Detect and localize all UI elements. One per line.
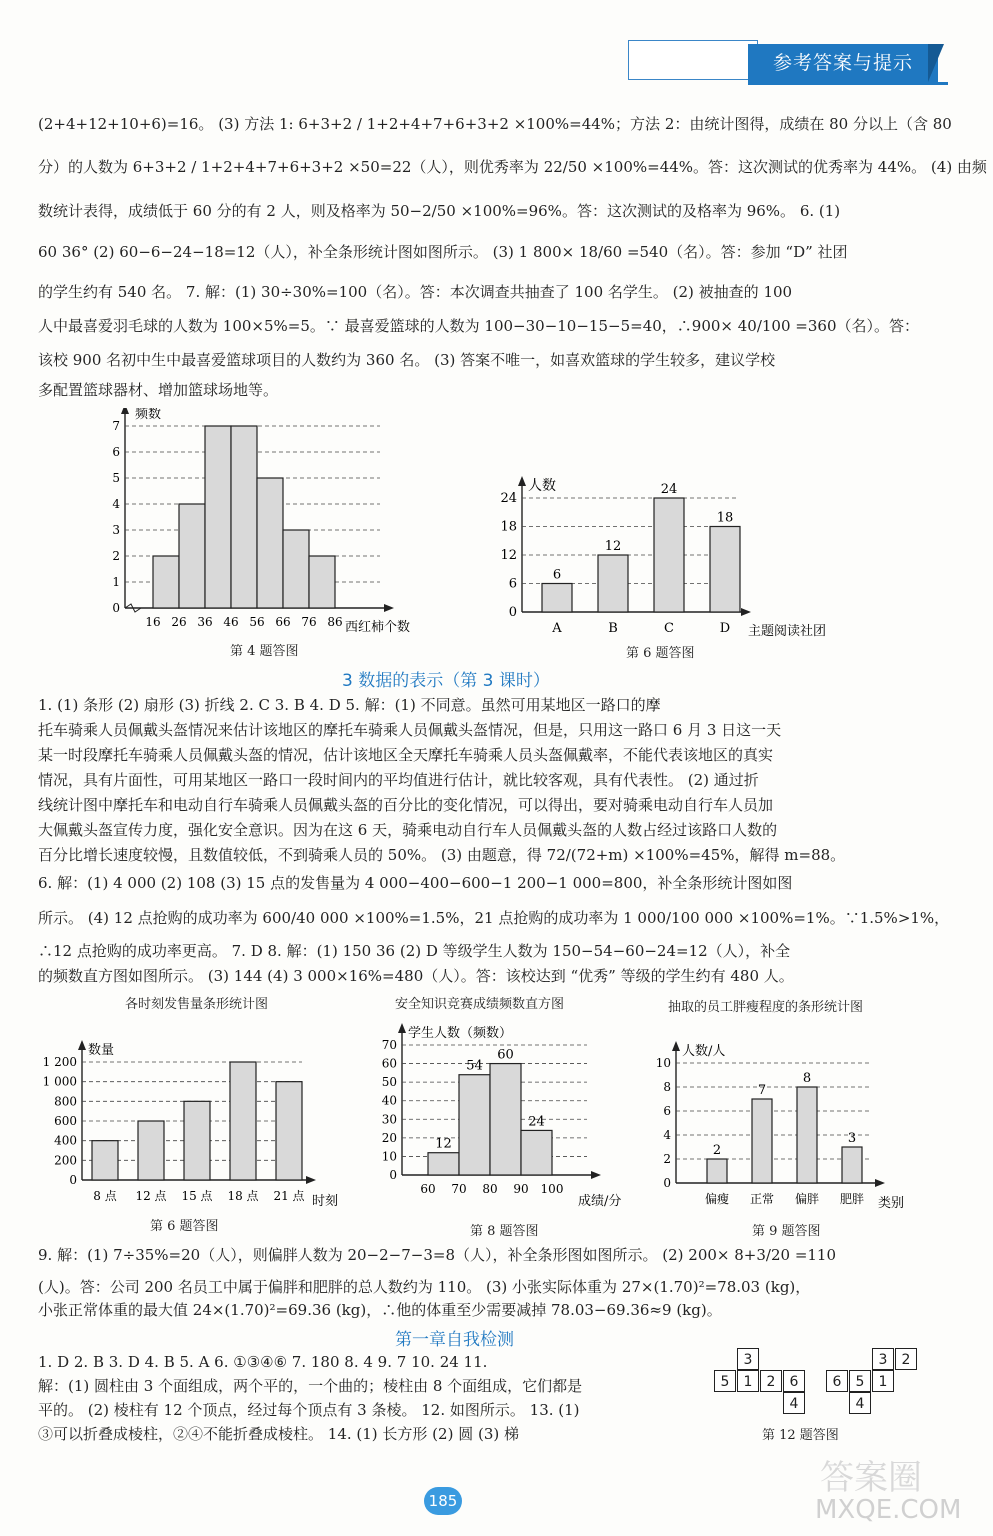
q9-weight-bar-chart (640, 1025, 930, 1220)
text-line: 6. 解：(1) 4 000 (2) 108 (3) 15 点的发售量为 4 000−400−600−1 200−1 000=800，补全条形统计图如图 (38, 874, 793, 892)
y-tick-label: 2 (663, 1152, 671, 1166)
x-tick-label: 90 (513, 1182, 529, 1196)
header-fold (928, 44, 944, 82)
y-axis-arrow (121, 408, 129, 414)
bar (309, 556, 335, 608)
y-tick-label: 10 (381, 1149, 397, 1164)
net-cell: 3 (737, 1348, 759, 1370)
q8-caption: 第 8 题答图 (470, 1224, 539, 1239)
watermark-url: MXQE.COM (815, 1495, 962, 1525)
page-number: 185 (424, 1487, 462, 1515)
net-cell: 2 (895, 1348, 917, 1370)
y-axis-arrow (518, 476, 526, 486)
net-cell: 1 (872, 1370, 894, 1392)
x-tick-label: 15 点 (181, 1189, 213, 1203)
net-cell: 4 (849, 1392, 871, 1414)
bar (654, 498, 684, 612)
x-tick-label: 12 点 (135, 1189, 167, 1203)
y-tick-label: 18 (500, 519, 517, 535)
y-tick-label: 50 (381, 1075, 397, 1090)
y-tick-label: 8 (663, 1080, 671, 1094)
x-tick-label: 21 点 (273, 1189, 305, 1203)
bar (276, 1082, 302, 1180)
q6-sales-caption: 第 6 题答图 (150, 1219, 219, 1234)
text-line: 9. 解：(1) 7÷35%=20（人），则偏胖人数为 20−2−7−3=8（人），补全条形图如图所示。 (2) 200× 8+3/20 =110 (38, 1246, 837, 1264)
text-line: 分）的人数为 6+3+2 / 1+2+4+7+6+3+2 ×50=22（人），则优秀率为 22/50 ×100%=44%。答：这次测试的优秀率为 44%。 (4) 由频 (38, 158, 987, 176)
y-tick-label: 6 (112, 445, 120, 459)
y-tick-label: 12 (500, 548, 517, 563)
q8-score-histogram (370, 1015, 645, 1210)
y-tick-label: 40 (381, 1093, 397, 1108)
q6-caption: 第 6 题答图 (626, 646, 695, 661)
y-tick-label: 0 (389, 1168, 397, 1182)
y-axis-title: 人数 (528, 478, 556, 494)
x-tick-label: D (719, 621, 731, 636)
text-line: 的频数直方图如图所示。 (3) 144 (4) 3 000×16%=480（人）。答：该校达到 “优秀” 等级的学生约有 480 人。 (38, 967, 794, 985)
y-tick-label: 4 (663, 1128, 671, 1142)
y-tick-label: 800 (54, 1094, 77, 1109)
data-label: 18 (716, 510, 734, 526)
data-label: 12 (435, 1136, 452, 1152)
bar (230, 1062, 256, 1180)
x-axis-title: 西红柿个数 (345, 620, 411, 635)
header-underline (748, 82, 948, 85)
y-axis-title: 人数/人 (682, 1044, 726, 1059)
data-label: 2 (712, 1143, 722, 1158)
x-tick-label: 16 (145, 615, 161, 629)
q8-hist-title: 安全知识竞赛成绩频数直方图 (395, 997, 565, 1012)
watermark-logo: 答案圈 (820, 1458, 922, 1498)
text-line: 托车骑乘人员佩戴头盔情况来估计该地区的摩托车骑乘人员佩戴头盔情况，但是，只用这一路口 6 月 3 日这一天 (38, 721, 782, 739)
text-line: 的学生约有 540 名。 7. 解：(1) 30÷30%=100（名）。答：本次调查共抽查了 100 名学生。 (2) 被抽查的 100 (38, 283, 793, 301)
net-cell: 5 (714, 1370, 736, 1392)
text-line: 数统计表得，成绩低于 60 分的有 2 人，则及格率为 50−2/50 ×100%=96%。答：这次测试的及格率为 96%。 6. (1) (38, 202, 841, 220)
q6-sales-title: 各时刻发售量条形统计图 (125, 997, 269, 1012)
y-axis-title: 频数 (135, 408, 162, 422)
x-tick-label: 76 (301, 615, 317, 629)
bar (752, 1099, 772, 1183)
bar (428, 1153, 459, 1175)
net-cell: 4 (783, 1392, 805, 1414)
text-line: 平的。 (2) 棱柱有 12 个顶点，经过每个顶点有 3 条棱。 12. 如图所示。 13. (1) (38, 1401, 580, 1419)
text-line: 解：(1) 圆柱由 3 个面组成，两个平的，一个曲的；棱柱由 8 个面组成，它们都是 (38, 1377, 583, 1395)
text-line: 百分比增长速度较慢，且数值较低，不到骑乘人员的 50%。 (3) 由题意，得 72/(72+m) ×100%=45%，解得 m=88。 (38, 846, 846, 864)
x-axis-arrow (741, 608, 751, 616)
x-tick-label: 66 (275, 615, 291, 629)
text-line: (人)。答：公司 200 名员工中属于偏胖和肥胖的总人数约为 110。 (3) 小张实际体重为 27×(1.70)²=78.03 (kg)， (38, 1278, 811, 1296)
x-axis-title: 成绩/分 (578, 1194, 622, 1209)
bar (153, 556, 179, 608)
data-label: 24 (528, 1114, 545, 1130)
q6-sales-bar-chart (30, 1015, 360, 1210)
x-tick-label: 26 (171, 615, 187, 629)
y-tick-label: 7 (112, 419, 120, 433)
bar (231, 426, 257, 608)
y-axis-title: 数量 (88, 1043, 115, 1058)
y-axis-arrow (78, 1040, 86, 1050)
text-line: 1. (1) 条形 (2) 扇形 (3) 折线 2. C 3. B 4. D 5. 解：(1) 不同意。虽然可用某地区一路口的摩 (38, 696, 661, 714)
x-tick-label: 56 (249, 615, 265, 629)
text-line: 情况，具有片面性，可用某地区一路口一段时间内的平均值进行估计，就比较客观，具有代表性。 (2) 通过折 (38, 771, 759, 789)
y-tick-label: 600 (54, 1114, 77, 1128)
x-axis-arrow (591, 1171, 601, 1179)
data-label: 24 (660, 482, 678, 497)
x-tick-label: C (664, 621, 674, 636)
text-line: 人中最喜爱羽毛球的人数为 100×5%=5。∵ 最喜爱篮球的人数为 100−30−10−15−5=40，∴900× 40/100 =360（名）。答： (38, 317, 919, 335)
x-tick-label: 36 (197, 615, 213, 629)
bar (179, 504, 205, 608)
x-tick-label: 70 (451, 1182, 467, 1196)
text-line: 该校 900 名初中生中最喜爱篮球项目的人数约为 360 名。 (3) 答案不唯一，如喜欢篮球的学生较多，建议学校 (38, 351, 776, 369)
x-tick-label: 8 点 (93, 1189, 117, 1203)
y-tick-label: 30 (381, 1112, 397, 1127)
y-axis-arrow (398, 1023, 406, 1033)
net-cell: 3 (872, 1348, 894, 1370)
y-tick-label: 4 (112, 497, 120, 511)
bar (92, 1141, 118, 1180)
x-tick-label: 86 (327, 615, 343, 629)
bar (138, 1121, 164, 1180)
text-line: ③可以折叠成棱柱，②④不能折叠成棱柱。 14. (1) 长方形 (2) 圆 (3) 梯 (38, 1425, 519, 1443)
net-cell: 2 (760, 1370, 782, 1392)
y-axis-title: 学生人数（频数） (408, 1026, 513, 1041)
x-tick-label: 偏胖 (794, 1192, 820, 1206)
y-tick-label: 0 (508, 605, 517, 620)
y-axis-arrow (672, 1041, 680, 1051)
y-tick-label: 24 (500, 491, 517, 506)
bar (283, 530, 309, 608)
bar (797, 1087, 817, 1183)
y-tick-label: 10 (655, 1056, 671, 1070)
q9-caption: 第 9 题答图 (752, 1224, 821, 1239)
net-cell: 1 (737, 1370, 759, 1392)
bar (542, 584, 572, 613)
y-tick-label: 60 (381, 1056, 397, 1071)
y-tick-label: 1 (112, 575, 120, 589)
bar (490, 1064, 521, 1175)
data-label: 60 (497, 1047, 514, 1063)
chapter-title: 第一章自我检测 (395, 1330, 514, 1350)
y-tick-label: 6 (663, 1104, 671, 1118)
bar (521, 1130, 552, 1175)
q9-bar-title: 抽取的员工胖瘦程度的条形统计图 (668, 1000, 864, 1015)
text-line: (2+4+12+10+6)=16。 (3) 方法 1: 6+3+2 / 1+2+4+7+6+3+2 ×100%=44%；方法 2：由统计图得，成绩在 80 分以上（含 80 (38, 115, 952, 133)
q4-caption: 第 4 题答图 (230, 644, 299, 659)
y-tick-label: 200 (54, 1153, 77, 1168)
data-label: 12 (604, 539, 622, 554)
text-line: 1. D 2. B 3. D 4. B 5. A 6. ①③④⑥ 7. 180 8. 4 9. 7 10. 24 11. (38, 1353, 488, 1371)
text-line: 多配置篮球器材、增加篮球场地等。 (38, 381, 279, 399)
data-label: 7 (757, 1083, 767, 1098)
q4-histogram (105, 408, 445, 638)
data-label: 8 (802, 1071, 812, 1086)
y-tick-label: 1 200 (42, 1055, 77, 1069)
y-tick-label: 0 (112, 601, 120, 615)
bar (257, 478, 283, 608)
y-tick-label: 70 (381, 1038, 397, 1052)
y-tick-label: 0 (663, 1176, 671, 1190)
y-tick-label: 20 (381, 1130, 397, 1145)
y-tick-label: 6 (508, 576, 517, 592)
x-axis-title: 类别 (878, 1196, 905, 1211)
bar (184, 1101, 210, 1180)
x-tick-label: B (608, 621, 618, 636)
x-axis-title: 主题阅读社团 (748, 624, 827, 639)
y-tick-label: 5 (112, 471, 120, 485)
text-line: 某一时段摩托车骑乘人员佩戴头盔的情况，估计该地区全天摩托车骑乘人员头盔佩戴率，不能代表该地区的真实 (38, 746, 774, 764)
x-axis-title: 时刻 (312, 1194, 339, 1209)
net-caption: 第 12 题答图 (762, 1428, 839, 1443)
text-line: ∴12 点抢购的成功率更高。 7. D 8. 解：(1) 150 36 (2) D 等级学生人数为 150−54−60−24=12（人），补全 (38, 942, 791, 960)
bar (205, 426, 231, 608)
x-tick-label: 100 (540, 1182, 564, 1196)
x-tick-label: 60 (420, 1182, 436, 1196)
x-axis-arrow (384, 604, 394, 612)
text-line: 所示。 (4) 12 点抢购的成功率为 600/40 000 ×100%=1.5%，21 点抢购的成功率为 1 000/100 000 ×100%=1%。∵1.5%>1%， (38, 909, 950, 927)
bar (598, 555, 628, 612)
x-tick-label: 18 点 (227, 1189, 259, 1203)
y-tick-label: 2 (112, 549, 120, 563)
x-tick-label: 正常 (749, 1192, 775, 1206)
x-tick-label: A (552, 621, 562, 636)
net-cell: 5 (849, 1370, 871, 1392)
x-axis-arrow (875, 1179, 885, 1187)
bar (707, 1159, 727, 1183)
data-label: 54 (466, 1058, 483, 1074)
bar (710, 527, 740, 613)
x-axis-arrow (306, 1176, 316, 1184)
net-cell: 6 (826, 1370, 848, 1392)
data-label: 3 (847, 1131, 857, 1146)
x-tick-label: 80 (482, 1182, 498, 1196)
section-title: 3 数据的表示（第 3 课时） (342, 671, 550, 691)
y-tick-label: 1 000 (42, 1074, 77, 1089)
y-tick-label: 400 (54, 1133, 77, 1148)
x-tick-label: 偏瘦 (704, 1192, 730, 1206)
text-line: 小张正常体重的最大值 24×(1.70)²=69.36 (kg)，∴他的体重至少需要减掉 78.03−69.36≈9 (kg)。 (38, 1301, 722, 1319)
data-label: 6 (552, 567, 562, 583)
q6-reading-club-bar-chart (490, 455, 860, 640)
bar (842, 1147, 862, 1183)
header-tag: 参考答案与提示 (748, 44, 938, 82)
text-line: 线统计图中摩托车和电动自行车骑乘人员佩戴头盔的百分比的变化情况，可以得出，要对骑乘电动自行车人员加 (38, 796, 774, 814)
y-tick-label: 0 (69, 1173, 77, 1187)
net-cell: 6 (783, 1370, 805, 1392)
bar (459, 1075, 490, 1175)
x-tick-label: 肥胖 (839, 1192, 865, 1206)
text-line: 大佩戴头盔宣传力度，强化安全意识。因为在这 6 天，骑乘电动自行车人员佩戴头盔的人数占经过该路口人数的 (38, 821, 778, 839)
text-line: 60 36° (2) 60−6−24−18=12（人），补全条形统计图如图所示。 (3) 1 800× 18/60 =540（名）。答：参加 “D” 社团 (38, 243, 848, 261)
header-box (628, 40, 758, 80)
x-tick-label: 46 (223, 615, 239, 629)
y-tick-label: 3 (112, 523, 120, 537)
